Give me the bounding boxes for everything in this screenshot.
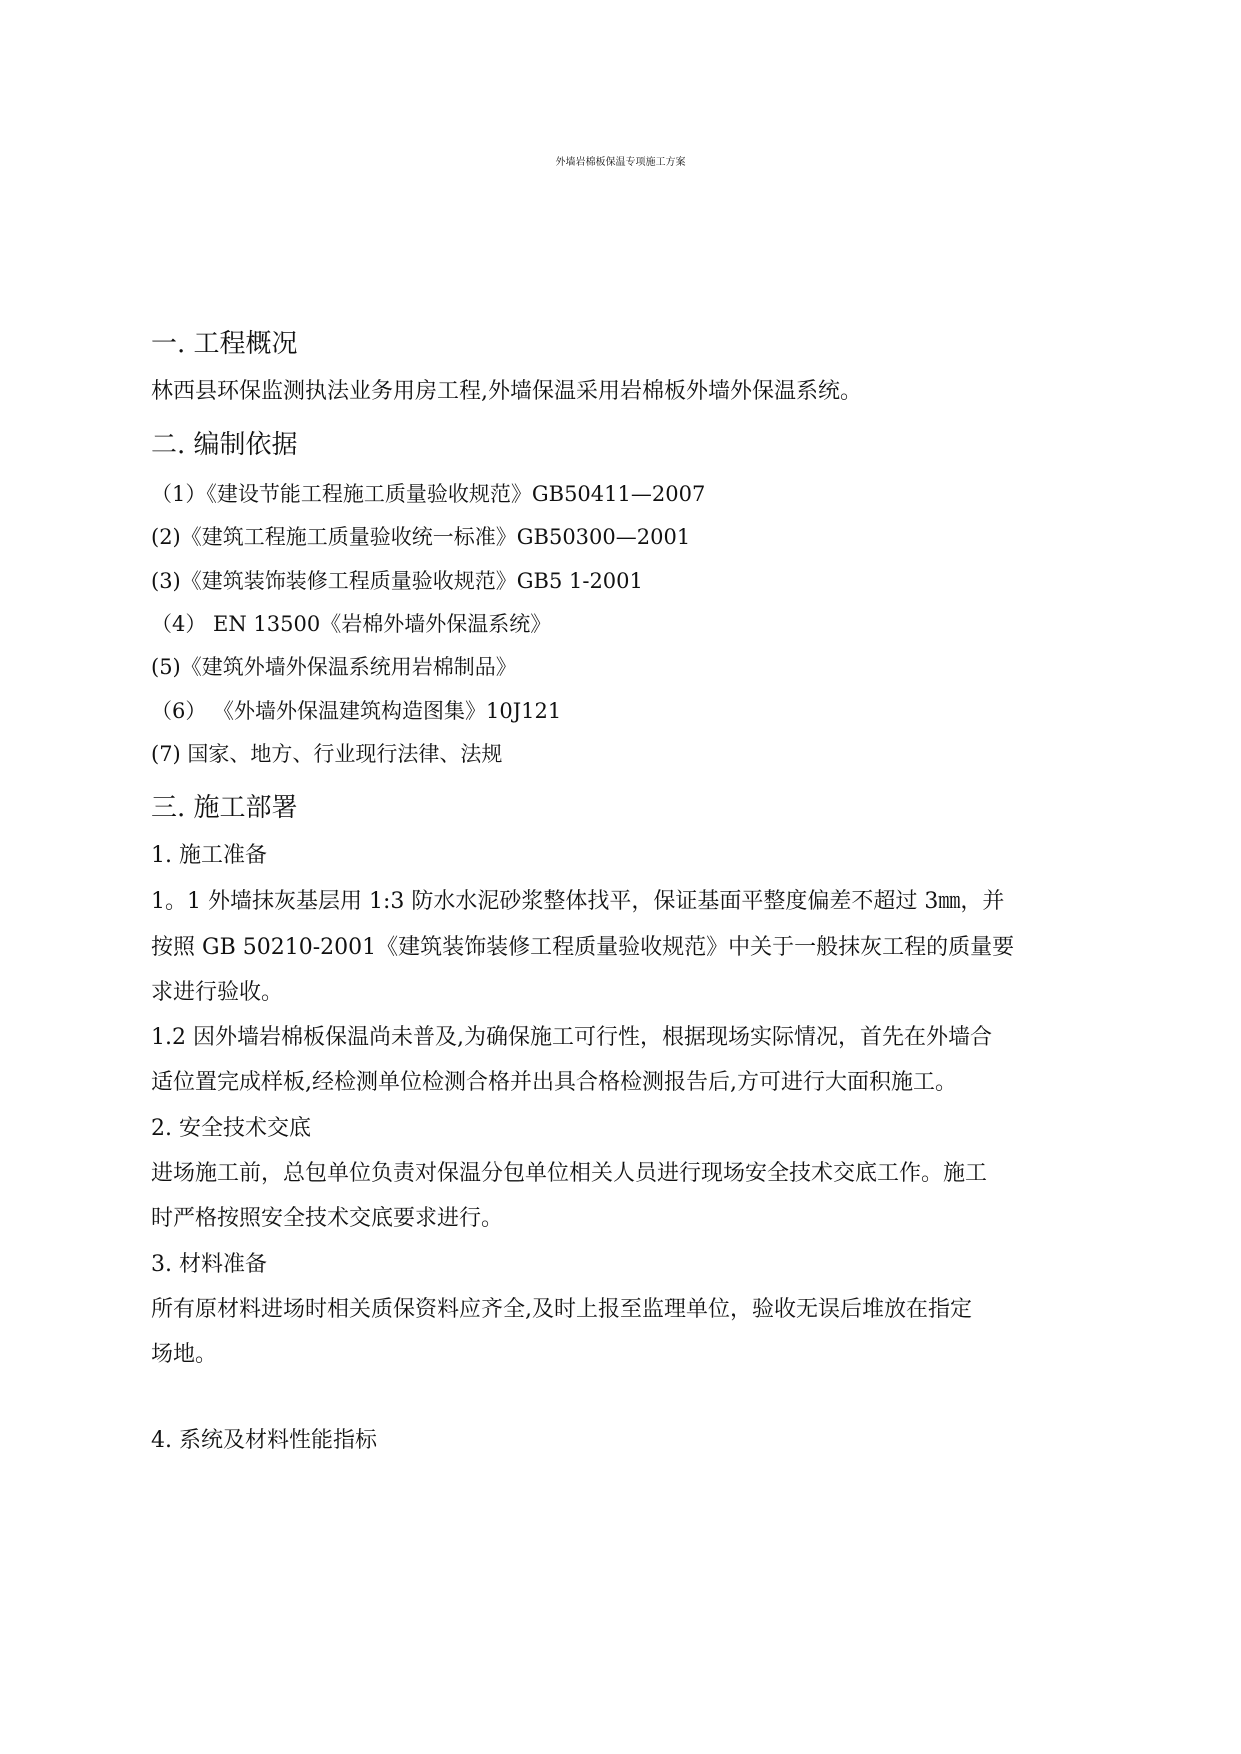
basis-item-5: (5)《建筑外墙外保温系统用岩棉制品》 — [151, 655, 517, 679]
subheading-preparation: 1. 施工准备 — [151, 843, 267, 868]
preparation-p1-line-3: 求进行验收。 — [151, 980, 284, 1005]
basis-item-1: （1）《建设节能工程施工质量验收规范》GB50411—2007 — [151, 482, 706, 506]
subheading-safety: 2. 安全技术交底 — [151, 1116, 311, 1141]
section-heading-overview: 一. 工程概况 — [151, 329, 298, 359]
basis-item-2: (2)《建筑工程施工质量验收统一标准》GB50300—2001 — [151, 525, 691, 549]
materials-line-2: 场地。 — [151, 1342, 218, 1367]
safety-line-1: 进场施工前，总包单位负责对保温分包单位相关人员进行现场安全技术交底工作。施工 — [151, 1161, 988, 1186]
document-title: 外墙岩棉板保温专项施工方案 — [555, 157, 686, 168]
safety-line-2: 时严格按照安全技术交底要求进行。 — [151, 1206, 504, 1231]
materials-line-1: 所有原材料进场时相关质保资料应齐全,及时上报至监理单位，验收无误后堆放在指定 — [151, 1297, 972, 1322]
preparation-p1-line-2: 按照 GB 50210-2001《建筑装饰装修工程质量验收规范》中关于一般抹灰工程的质量要 — [151, 935, 1015, 960]
subheading-performance: 4. 系统及材料性能指标 — [151, 1428, 377, 1453]
basis-item-4: （4） EN 13500《岩棉外墙外保温系统》 — [151, 612, 552, 636]
basis-item-6: （6） 《外墙外保温建筑构造图集》10J121 — [151, 699, 562, 723]
preparation-p1-line-1: 1。1 外墙抹灰基层用 1:3 防水水泥砂浆整体找平，保证基面平整度偏差不超过 3㎜，并 — [151, 889, 1005, 914]
basis-item-7: (7) 国家、地方、行业现行法律、法规 — [151, 742, 503, 766]
basis-item-3: (3)《建筑装饰装修工程质量验收规范》GB5 1-2001 — [151, 569, 643, 593]
subheading-materials: 3. 材料准备 — [151, 1252, 267, 1277]
overview-text: 林西县环保监测执法业务用房工程,外墙保温采用岩棉板外墙外保温系统。 — [151, 379, 862, 404]
preparation-p2-line-2: 适位置完成样板,经检测单位检测合格并出具合格检测报告后,方可进行大面积施工。 — [151, 1070, 957, 1095]
section-heading-basis: 二. 编制依据 — [151, 430, 298, 460]
preparation-p2-line-1: 1.2 因外墙岩棉板保温尚未普及,为确保施工可行性，根据现场实际情况，首先在外墙合 — [151, 1025, 992, 1050]
section-heading-deployment: 三. 施工部署 — [151, 793, 298, 823]
